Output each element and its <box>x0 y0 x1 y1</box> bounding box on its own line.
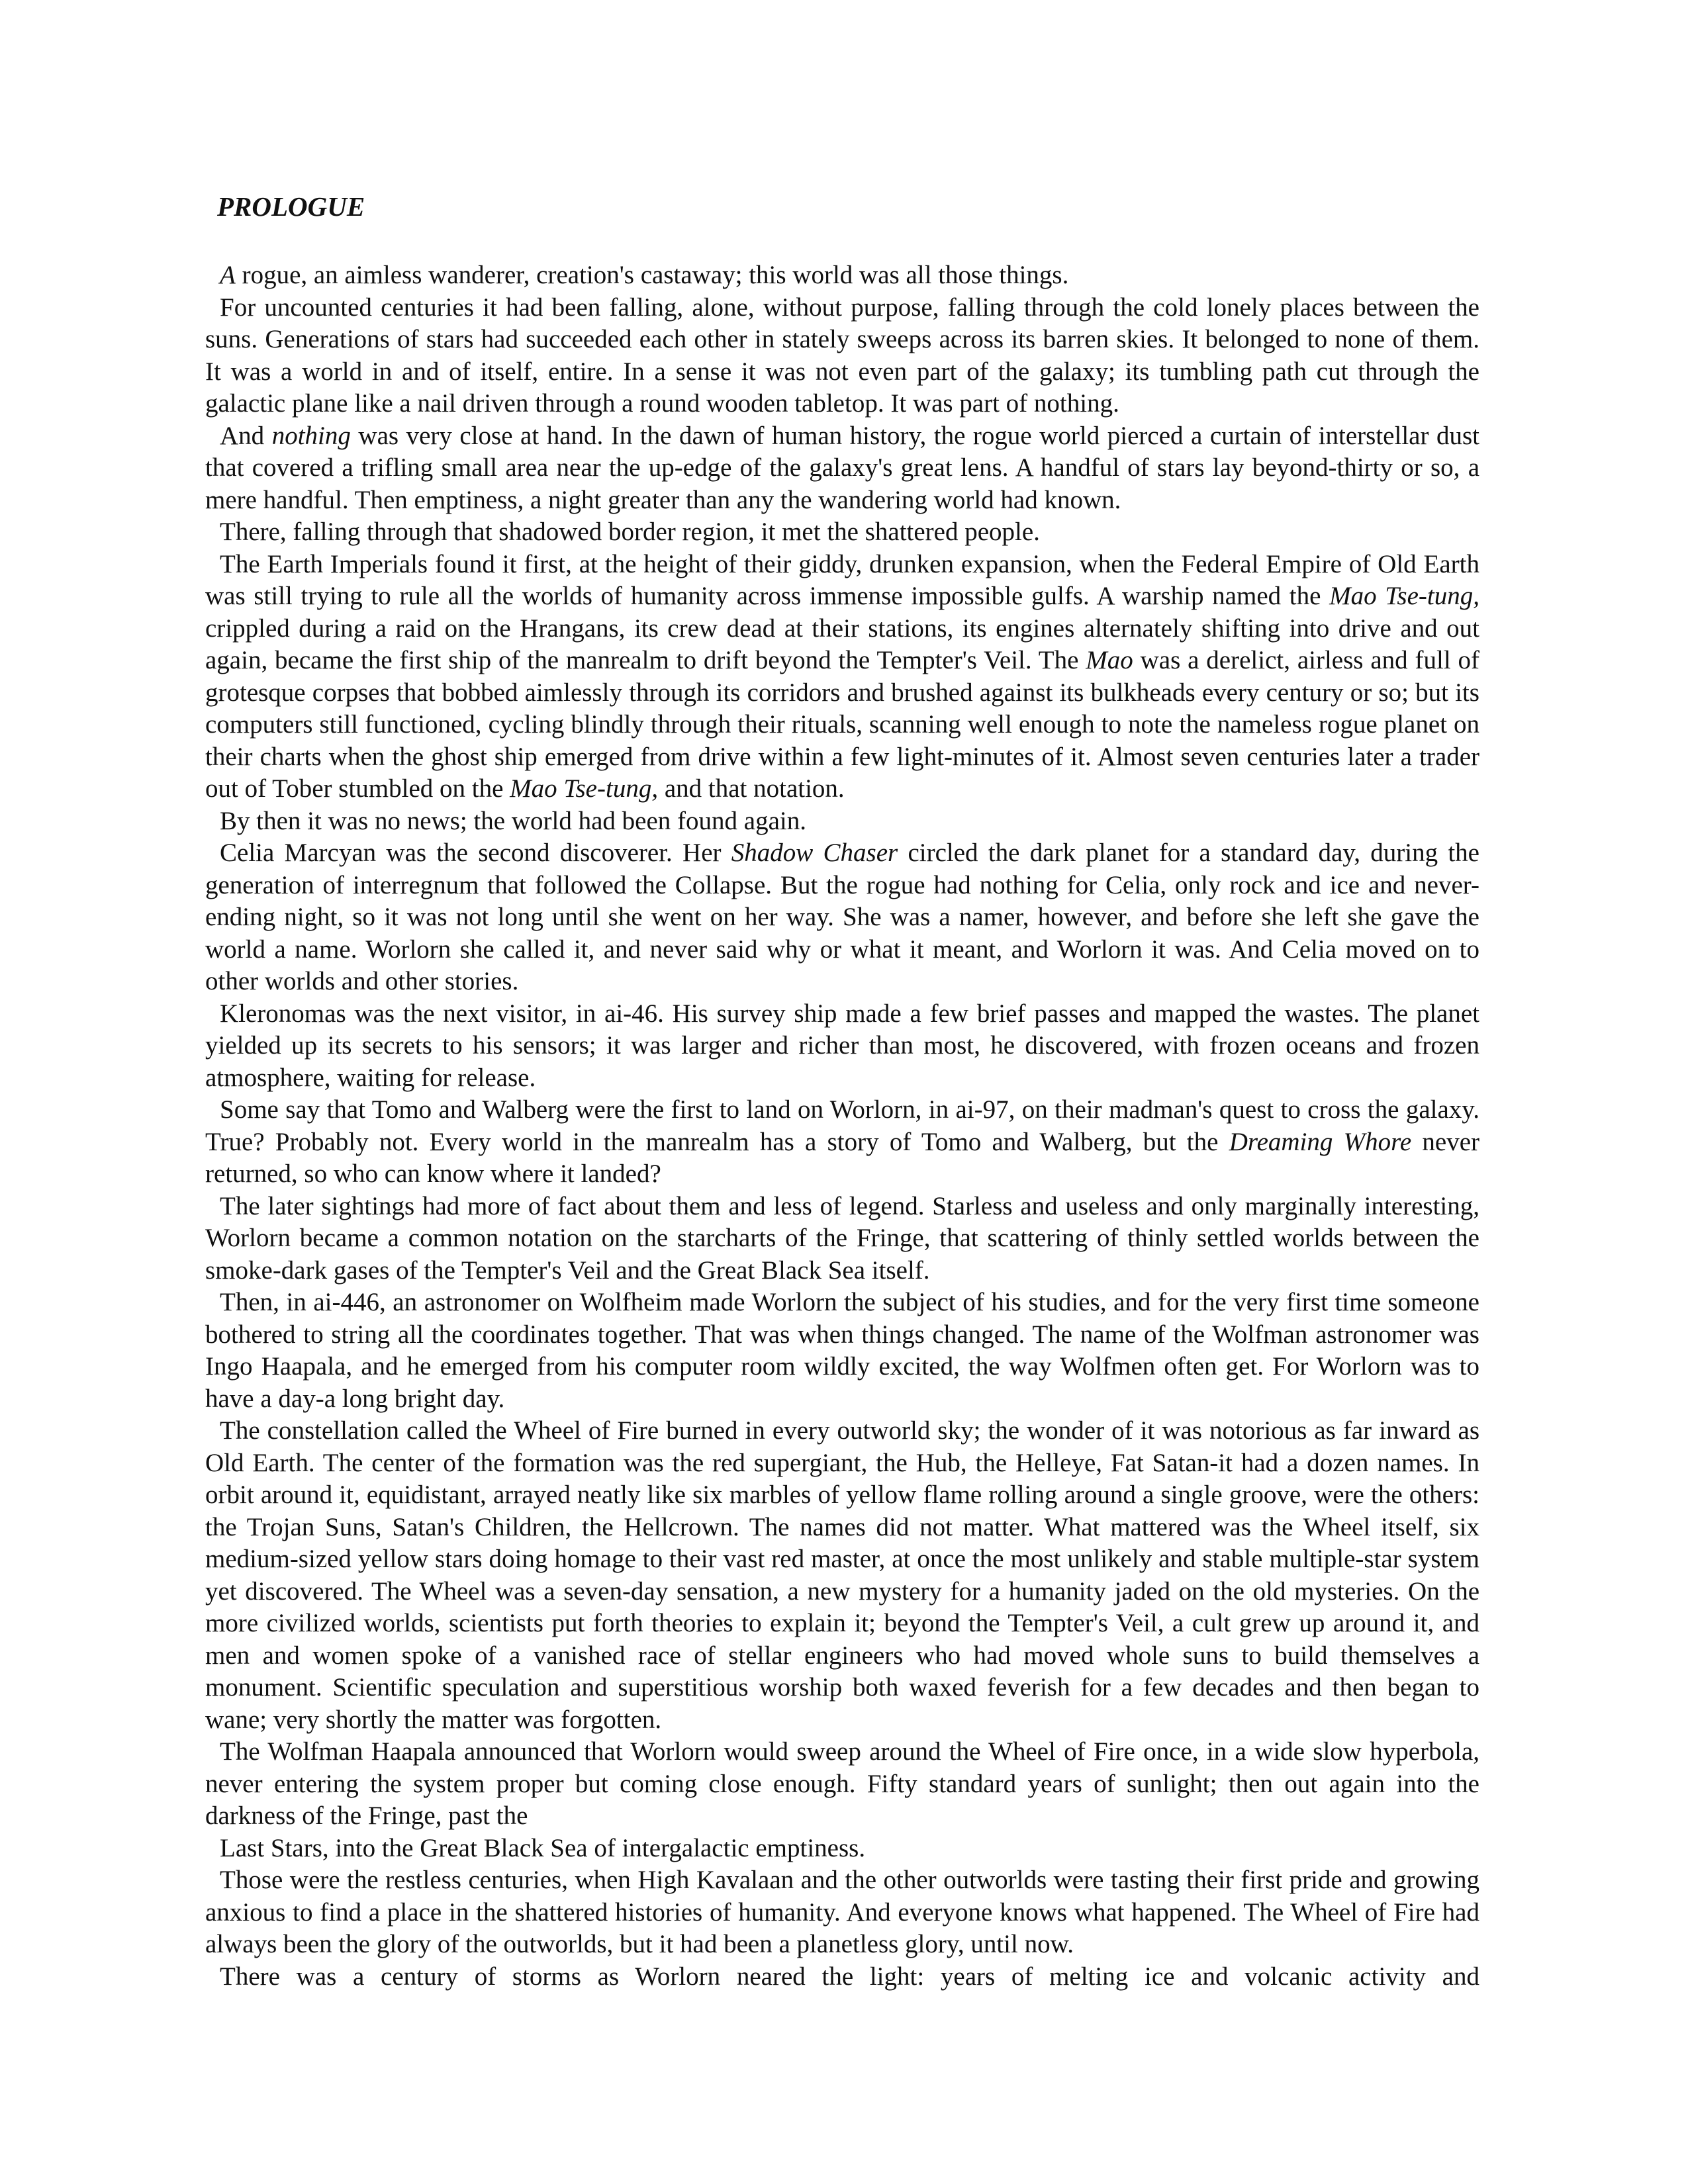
paragraph <box>205 259 1479 292</box>
text-run: Celia Marcyan was the second discoverer. Her <box>220 839 731 867</box>
text-run: For uncounted centuries it had been falling, alone, without purpose, falling through the cold lonely places between the suns. Generations of stars had succeeded each other in stately sweeps across its barren skies. It belonged to none of them. It was a world in and of itself, entire. In a sense it was not even part of the galaxy; its tumbling path cut through the galactic plane like a nail driven through a round wooden tabletop. It was part of nothing. <box>205 293 1479 418</box>
paragraph <box>205 1736 1479 1833</box>
text-run: The Earth Imperials found it first, at the height of their giddy, drunken expansion, when the Federal Empire of Old Earth was still trying to rule all the worlds of humanity across immense impossible gulfs. A warship named the <box>205 549 1479 610</box>
text-run: Some say that Tomo and Walberg were the first to land on Worlorn, in ai-97, on their madman's quest to cross the galaxy. True? Probably not. Every world in the manrealm has a story of Tomo and Walberg, but the <box>205 1095 1479 1156</box>
paragraph <box>205 1864 1479 1961</box>
paragraph <box>205 1287 1479 1415</box>
paragraph <box>205 1094 1479 1191</box>
text-run: Then, in ai-446, an astronomer on Wolfheim made Worlorn the subject of his studies, and for the very first time someone bothered to string all the coordinates together. That was when things changed. The name of the Wolfman astronomer was Ingo Haapala, and he emerged from his computer room wildly excited, the way Wolfmen often get. For Worlorn was to have a day-a long bright day. <box>205 1288 1479 1413</box>
italic-text: Mao <box>1086 646 1133 674</box>
paragraph <box>205 805 1479 838</box>
paragraph <box>205 837 1479 998</box>
text-run: The later sightings had more of fact about them and less of legend. Starless and useless and only marginally interesting, Worlorn became a common notation on the starcharts of the Fringe, that scattering of thinly settled worlds between the smoke-dark gases of the Tempter's Veil and the Great Black Sea itself. <box>205 1191 1479 1285</box>
text-run: The Wolfman Haapala announced that Worlorn would sweep around the Wheel of Fire once, in a wide slow hyperbola, never entering the system proper but coming close enough. Fifty standard years of sunlight; then out again into the darkness of the Fringe, past the <box>205 1737 1479 1830</box>
text-run: Kleronomas was the next visitor, in ai-46. His survey ship made a few brief passes and mapped the wastes. The planet yielded up its secrets to his sensors; it was larger and richer than most, he discovered, with frozen oceans and frozen atmosphere, waiting for release. <box>205 999 1479 1092</box>
paragraph <box>205 998 1479 1095</box>
text-run: was a derelict, airless and full of grotesque corpses that bobbed aimlessly through its corridors and brushed against its bulkheads every century or so; but its computers still functioned, cycling blindly through their rituals, scanning well enough to note the nameless rogue planet on their charts when the ghost ship emerged from drive within a few light-minutes of it. Almost seven centuries later a trader out of Tober stumbled on the <box>205 646 1479 803</box>
italic-text: Dreaming Whore <box>1229 1127 1412 1156</box>
chapter-heading: PROLOGUE <box>217 191 365 222</box>
text-run: crippled during a raid on the Hrangans, its crew dead at their stations, its engines alternately shifting into drive and out again, became the first ship of the manrealm to drift beyond the Tempter's Veil. The <box>205 614 1479 674</box>
text-run: rogue, an aimless wanderer, creation's castaway; this world was all those things. <box>235 261 1069 289</box>
text-run: was very close at hand. In the dawn of human history, the rogue world pierced a curtain of interstellar dust that covered a trifling small area near the up-edge of the galaxy's great lens. A handful of stars lay beyond-thirty or so, a mere handful. Then emptiness, a night greater than any the wandering world had known. <box>205 421 1479 514</box>
italic-text: Shadow Chaser <box>731 839 898 867</box>
italic-text: nothing <box>271 421 351 450</box>
paragraph <box>205 516 1479 549</box>
text-run: The constellation called the Wheel of Fire burned in every outworld sky; the wonder of it was notorious as far inward as Old Earth. The center of the formation was the red supergiant, the Hub, the Helleye, Fat Satan-it had a dozen names. In orbit around it, equidistant, arrayed neatly like six marbles of yellow flame rolling around a single groove, were the others: the Trojan Suns, Satan's Children, the Hellcrown. The names did not matter. What mattered was the Wheel itself, six medium-sized yellow stars doing homage to their vast red master, at once the most unlikely and stable multiple-star system yet discovered. The Wheel was a seven-day sensation, a new mystery for a humanity jaded on the old mysteries. On the more civilized worlds, scientists put forth theories to explain it; beyond the Tempter's Veil, a cult grew up around it, and men and women spoke of a vanished race of stellar engineers who had moved whole suns to build themselves a monument. Scientific speculation and superstitious worship both waxed feverish for a few decades and then began to wane; very shortly the matter was forgotten. <box>205 1416 1479 1734</box>
italic-text: Mao Tse-tung, <box>1329 582 1479 610</box>
paragraph <box>205 1191 1479 1287</box>
text-run: and that notation. <box>658 774 845 803</box>
text-run: Last Stars, into the Great Black Sea of intergalactic emptiness. <box>220 1833 866 1862</box>
text-run: And <box>220 421 272 450</box>
text-run: circled the dark planet for a standard day, during the generation of interregnum that followed the Collapse. But the rogue had nothing for Celia, only rock and ice and never-ending night, so it was not long until she went on her way. She was a namer, however, and before she left she gave the world a name. Worlorn she called it, and never said why or what it meant, and Worlorn it was. And Celia moved on to other worlds and other stories. <box>205 839 1479 995</box>
text-run: By then it was no news; the world had been found again. <box>220 806 806 835</box>
text-run: Those were the restless centuries, when High Kavalaan and the other outworlds were tasting their first pride and growing anxious to find a place in the shattered histories of humanity. And everyone knows what happened. The Wheel of Fire had always been the glory of the outworlds, but it had been a planetless glory, until now. <box>205 1866 1479 1958</box>
book-page <box>205 191 1479 1993</box>
text-run: There, falling through that shadowed border region, it met the shattered people. <box>220 518 1040 546</box>
paragraph <box>205 1961 1479 1993</box>
paragraph <box>205 549 1479 805</box>
paragraph <box>205 420 1479 517</box>
text-run: never returned, so who can know where it landed? <box>205 1127 1479 1188</box>
paragraph <box>205 1415 1479 1736</box>
paragraph <box>205 1833 1479 1865</box>
body-text <box>205 259 1479 1993</box>
text-run: There was a century of storms as Worlorn neared the light: years of melting ice and volcanic activity and <box>220 1962 1479 1991</box>
italic-text: A <box>220 261 236 289</box>
italic-text: Mao Tse-tung, <box>510 774 659 803</box>
paragraph <box>205 292 1479 420</box>
